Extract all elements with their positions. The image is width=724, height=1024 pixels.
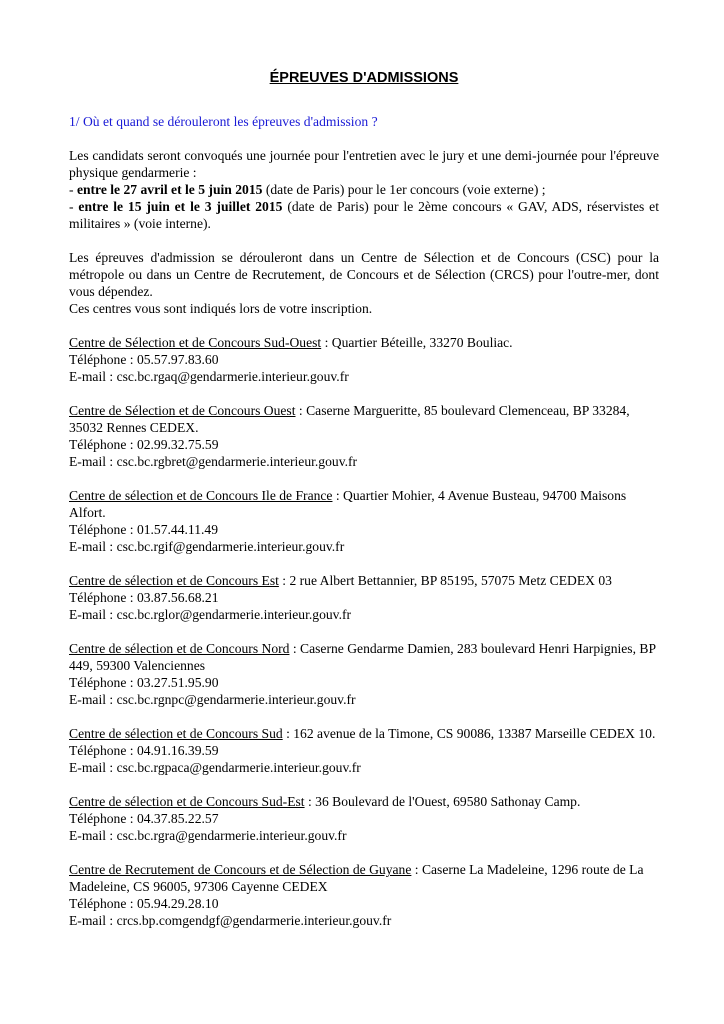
centre-header xyxy=(69,334,659,351)
centre-header xyxy=(69,793,659,810)
centre-guyane xyxy=(69,861,659,929)
centre-header xyxy=(69,640,659,674)
item-dates-bold: entre le 27 avril et le 5 juin 2015 xyxy=(76,182,263,197)
item-text: (date de Paris) pour le 1er concours (voie externe) ; xyxy=(262,182,546,197)
centre-header xyxy=(69,402,659,436)
centre-ouest xyxy=(69,402,659,470)
centre-est xyxy=(69,572,659,623)
centre-phone: Téléphone : 05.57.97.83.60 xyxy=(69,352,219,367)
centre-email: E-mail : csc.bc.rgra@gendarmerie.interieur.gouv.fr xyxy=(69,828,347,843)
centre-phone: Téléphone : 03.27.51.95.90 xyxy=(69,675,219,690)
centre-nord xyxy=(69,640,659,708)
centre-name: Centre de sélection et de Concours Sud-Est xyxy=(69,794,305,809)
centre-phone: Téléphone : 02.99.32.75.59 xyxy=(69,437,219,452)
centre-address: : 36 Boulevard de l'Ouest, 69580 Sathonay Camp. xyxy=(304,794,581,809)
intro-line: Les candidats seront convoqués une journée pour l'entretien avec le jury et une demi-journée pour l'épreuve physique gendarmerie : xyxy=(69,148,659,180)
centre-email: E-mail : crcs.bp.comgendgf@gendarmerie.interieur.gouv.fr xyxy=(69,913,392,928)
section-question: 1/ Où et quand se dérouleront les épreuves d'admission ? xyxy=(69,114,378,129)
centre-email: E-mail : csc.bc.rgpaca@gendarmerie.interieur.gouv.fr xyxy=(69,760,361,775)
centre-name: Centre de Sélection et de Concours Ouest xyxy=(69,403,296,418)
centres-list xyxy=(69,334,659,929)
item-dates-bold: entre le 15 juin et le 3 juillet 2015 xyxy=(78,199,283,214)
centre-name: Centre de sélection et de Concours Sud xyxy=(69,726,283,741)
centre-address: : Caserne Gendarme Damien, 283 boulevard Henri Harpignies, BP 449, 59300 Valenciennes xyxy=(69,641,656,673)
centre-address: : Caserne Margueritte, 85 boulevard Clemenceau, BP 33284, 35032 Rennes CEDEX. xyxy=(69,403,630,435)
intro-paragraph xyxy=(69,147,659,232)
centre-ile-de-france xyxy=(69,487,659,555)
centres-intro-note: Ces centres vous sont indiqués lors de votre inscription. xyxy=(69,301,373,316)
centre-phone: Téléphone : 04.91.16.39.59 xyxy=(69,743,219,758)
centre-sud-ouest xyxy=(69,334,659,385)
centre-address: : Caserne La Madeleine, 1296 route de La Madeleine, CS 96005, 97306 Cayenne CEDEX xyxy=(69,862,644,894)
centre-phone: Téléphone : 04.37.85.22.57 xyxy=(69,811,219,826)
centre-phone: Téléphone : 05.94.29.28.10 xyxy=(69,896,219,911)
centre-header xyxy=(69,861,659,895)
centre-phone: Téléphone : 03.87.56.68.21 xyxy=(69,590,219,605)
item-prefix: - xyxy=(69,199,79,214)
centre-header xyxy=(69,487,659,521)
centre-name: Centre de sélection et de Concours Ile de France xyxy=(69,488,333,503)
centres-intro-paragraph xyxy=(69,249,659,317)
centre-email: E-mail : csc.bc.rglor@gendarmerie.interieur.gouv.fr xyxy=(69,607,352,622)
item-prefix: - xyxy=(69,182,77,197)
centre-phone: Téléphone : 01.57.44.11.49 xyxy=(69,522,219,537)
intro-item-1 xyxy=(69,181,659,198)
centre-email: E-mail : csc.bc.rgnpc@gendarmerie.interieur.gouv.fr xyxy=(69,692,356,707)
centre-name: Centre de Sélection et de Concours Sud-Ouest xyxy=(69,335,322,350)
centre-name: Centre de sélection et de Concours Nord xyxy=(69,641,290,656)
centres-intro-line: Les épreuves d'admission se dérouleront dans un Centre de Sélection et de Concours (CSC) pour la métropole ou dans un Centre de Recrutement, de Concours et de Sélection (CRCS) pour l'outre-mer, dont vous dépendez. xyxy=(69,250,659,299)
centre-name: Centre de Recrutement de Concours et de Sélection de Guyane xyxy=(69,862,412,877)
page-title: ÉPREUVES D'ADMISSIONS xyxy=(269,70,459,86)
centre-header xyxy=(69,572,659,589)
centre-address: : Quartier Mohier, 4 Avenue Busteau, 94700 Maisons Alfort. xyxy=(69,488,627,520)
centre-name: Centre de sélection et de Concours Est xyxy=(69,573,279,588)
centre-email: E-mail : csc.bc.rgif@gendarmerie.interieur.gouv.fr xyxy=(69,539,345,554)
centre-address: : Quartier Béteille, 33270 Bouliac. xyxy=(321,335,513,350)
centre-sud xyxy=(69,725,659,776)
centre-header xyxy=(69,725,659,742)
centre-sud-est xyxy=(69,793,659,844)
intro-item-2 xyxy=(69,198,659,232)
item-text: (date de Paris) pour le 2ème concours « GAV, ADS, réservistes et militaires » (voie interne). xyxy=(69,199,659,231)
document-page xyxy=(69,68,659,946)
centre-email: E-mail : csc.bc.rgbret@gendarmerie.interieur.gouv.fr xyxy=(69,454,358,469)
centre-email: E-mail : csc.bc.rgaq@gendarmerie.interieur.gouv.fr xyxy=(69,369,349,384)
centre-address: : 2 rue Albert Bettannier, BP 85195, 57075 Metz CEDEX 03 xyxy=(278,573,612,588)
centre-address: : 162 avenue de la Timone, CS 90086, 13387 Marseille CEDEX 10. xyxy=(282,726,656,741)
